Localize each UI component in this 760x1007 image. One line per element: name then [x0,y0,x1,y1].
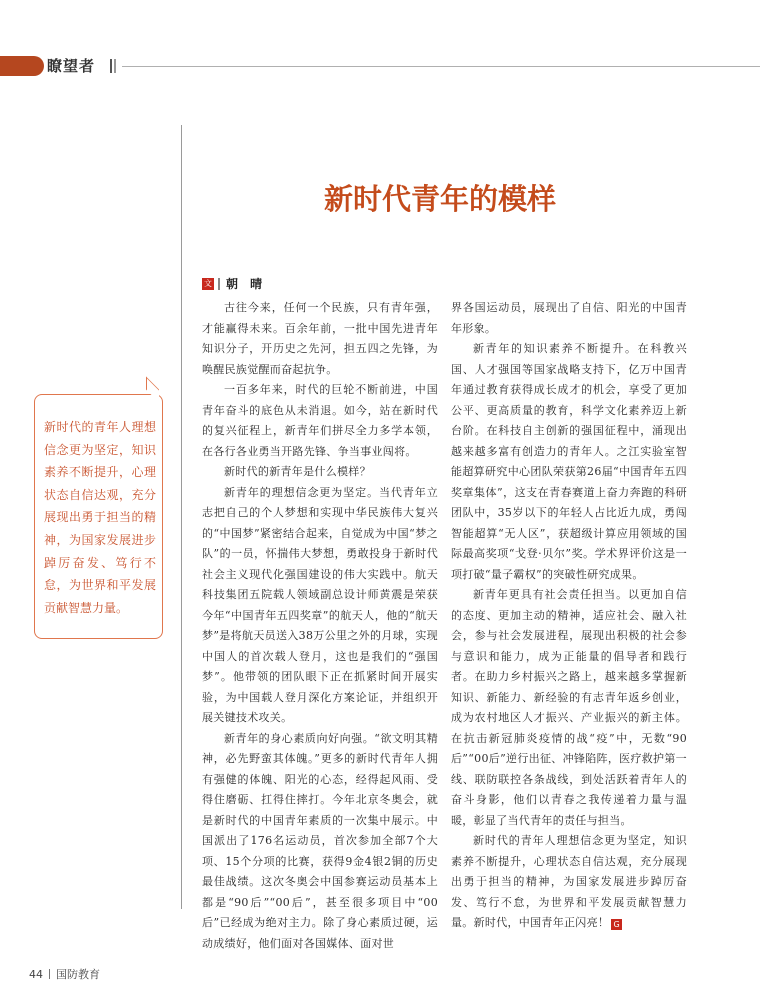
paragraph: 新青年的身心素质向好向强。“欲文明其精神，必先野蛮其体魄。”更多的新时代青年人拥有强健的体魄、阳光的心态，经得起风雨、受得住磨砺、扛得住摔打。今年北京冬奥会，就是新时代的中国青年素质的一次集中展示。中国派出了176名运动员，首次参加全部7个大项、15个分项的比赛，获得9金4银2铜的历史最佳战绩。这次冬奥会中国参赛运动员基本上都是“90后”“00后”，甚至很多项目中“00后”已经成为绝对主力。除了身心素质过硬，运动成绩好，他们面对各国媒体、面对世 [202,731,438,950]
magazine-name: 国防教育 [56,968,100,981]
end-mark-icon: G [611,919,622,930]
author-name: 朝 晴 [226,277,267,291]
pull-quote-text: 新时代的青年人理想信念更为坚定，知识素养不断提升，心理状态自信达观，充分展现出勇于担当的精神，为国家发展进步踔厉奋发、笃行不怠，为世界和平发展贡献智慧力量。 [44,420,156,615]
paragraph-continuation: 界各国运动员，展现出了自信、阳光的中国青年形象。 [451,301,687,335]
paragraph-final-text: 新时代的青年人理想信念更为坚定，知识素养不断提升，心理状态自信达观，充分展现出勇于担当的精神，为国家发展进步踔厉奋发、笃行不怠，为世界和平发展贡献智慧力量。新时代，中国青年正闪亮！ [451,834,687,929]
byline-divider [218,278,220,290]
paragraph: 古往今来，任何一个民族，只有青年强，才能赢得未来。百余年前，一批中国先进青年知识分子，开历史之先河，担五四之先锋，为唤醒民族觉醒而奋起抗争。 [202,301,438,376]
section-divider-light [114,59,116,73]
paragraph: 新青年的理想信念更为坚定。当代青年立志把自己的个人梦想和实现中华民族伟大复兴的“中国梦”紧密结合起来，自觉成为中国“梦之队”的一员，怀揣伟大梦想，勇敢投身于新时代社会主义现代化强国建设的伟大实践中。航天科技集团五院载人领域副总设计师黄震是荣获今年“中国青年五四奖章”的航天人，他的“航天梦”是将航天员送入38万公里之外的月球，实现中国人的首次载人登月，这也是我们的“强国梦”。他带领的团队眼下正在抓紧时间开展实验，为中国载人登月深化方案论证，并组织开展关键技术攻关。 [202,485,438,724]
paragraph: 新时代的新青年是什么模样？ [224,465,371,478]
section-divider [110,59,112,73]
paragraph: 一百多年来，时代的巨轮不断前进，中国青年奋斗的底色从未消退。如今，站在新时代的复兴征程上，新青年们拼尽全力多学本领，在各行各业勇当开路先锋、争当事业闯将。 [202,383,438,458]
paragraph-final [451,831,687,934]
section-name: 瞭望者 [47,57,96,75]
section-tab [0,56,44,76]
left-column [202,298,438,954]
right-column [451,298,687,934]
footer-divider [49,969,50,979]
vertical-rule [181,125,182,909]
header-rule [122,66,760,67]
page-footer [29,966,100,982]
byline-icon: 文 [204,279,212,288]
paragraph: 新青年的知识素养不断提升。在科教兴国、人才强国等国家战略支持下，亿万中国青年通过教育获得成长成才的机会，享受了更加公平、更高质量的教育，科学文化素养迈上新台阶。在科技自主创新的强国征程中，涌现出越来越多富有创造力的青年人。之江实验室智能超算研究中心团队荣获第26届“中国青年五四奖章集体”，这支在青春赛道上奋力奔跑的科研团队中，35岁以下的年轻人占比近九成，勇闯智能超算“无人区”，获超级计算应用领域的国际最高奖项“戈登·贝尔”奖。学术界评价这是一项打破“量子霸权”的突破性研究成果。 [451,342,687,581]
paragraph: 新青年更具有社会责任担当。以更加自信的态度、更加主动的精神，适应社会、融入社会，参与社会发展进程，展现出积极的社会参与意识和能力，成为正能量的倡导者和践行者。在助力乡村振兴之路上，越来越多掌握新知识、新能力、新经验的有志青年返乡创业，成为农村地区人才振兴、产业振兴的新主体。在抗击新冠肺炎疫情的战“疫”中，无数“90后”“00后”逆行出征、冲锋陷阵，医疗救护第一线、联防联控各条战线，到处活跃着青年人的奋斗身影，他们以青春之我传递着力量与温暖，彰显了当代青年的责任与担当。 [451,588,687,827]
article-title: 新时代青年的模样 [323,182,556,216]
page-number: 44 [29,968,43,981]
